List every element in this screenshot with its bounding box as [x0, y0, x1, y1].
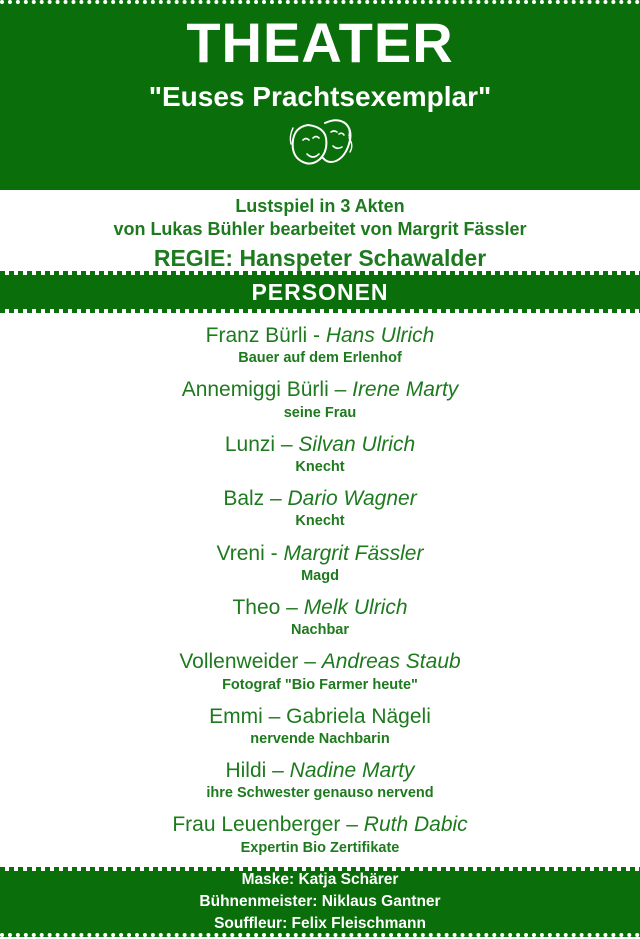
- role-name: Vreni -: [216, 541, 284, 565]
- person-entry: [0, 486, 640, 530]
- person-name-line: [0, 704, 640, 730]
- personen-heading-band: [0, 275, 640, 309]
- actor-name: Nadine Marty: [289, 759, 415, 782]
- actor-name: Andreas Staub: [321, 650, 461, 674]
- actor-name: Melk Ulrich: [303, 595, 408, 619]
- person-entry: [0, 323, 640, 367]
- personen-heading: PERSONEN: [251, 278, 389, 305]
- role-name: Frau Leuenberger –: [172, 813, 364, 837]
- crew-line: Maske: Katja Schärer: [241, 871, 399, 889]
- role-name: Vollenweider –: [179, 650, 322, 674]
- director-line: REGIE: Hanspeter Schawalder: [153, 244, 487, 271]
- person-description: Knecht: [295, 513, 345, 530]
- person-description: nervende Nachbarin: [250, 730, 390, 747]
- person-entry: [0, 377, 640, 421]
- person-entry: [0, 758, 640, 802]
- actor-name: Dario Wagner: [287, 487, 417, 511]
- person-name-line: [0, 432, 640, 458]
- person-name-line: [0, 377, 640, 403]
- role-name: Hildi –: [225, 759, 290, 782]
- play-info: [0, 190, 640, 271]
- person-description: Nachbar: [290, 622, 350, 639]
- crew-footer: [0, 871, 640, 937]
- actor-name: Irene Marty: [352, 378, 459, 402]
- person-entry: [0, 649, 640, 693]
- crew-line: Bühnenmeister: Niklaus Gantner: [199, 892, 441, 910]
- person-entry: [0, 432, 640, 476]
- actor-name: Ruth Dabic: [363, 813, 468, 837]
- crew-line: Souffleur: Felix Fleischmann: [214, 914, 426, 932]
- role-name: Franz Bürli -: [205, 324, 326, 347]
- role-name: Theo –: [232, 595, 304, 619]
- play-title: "Euses Prachtsexemplar": [148, 80, 492, 112]
- person-description: Bauer auf dem Erlenhof: [238, 350, 402, 367]
- theater-masks-icon: [0, 116, 640, 172]
- person-entry: [0, 541, 640, 585]
- person-name-line: [0, 649, 640, 675]
- person-description: Knecht: [295, 459, 345, 475]
- header: [0, 0, 640, 190]
- person-description: seine Frau: [283, 404, 357, 421]
- role-name: Balz –: [223, 487, 288, 511]
- actor-name: Gabriela Nägeli: [286, 704, 431, 728]
- person-name-line: [0, 486, 640, 512]
- genre-line: Lustspiel in 3 Akten: [235, 196, 405, 216]
- actor-name: Silvan Ulrich: [298, 432, 416, 456]
- person-description: Magd: [301, 567, 339, 584]
- person-description: Expertin Bio Zertifikate: [240, 839, 400, 856]
- role-name: Emmi –: [209, 704, 287, 728]
- person-name-line: [0, 323, 640, 349]
- person-name-line: [0, 541, 640, 567]
- person-name-line: [0, 758, 640, 784]
- person-name-line: [0, 812, 640, 838]
- page-bottom-edge: [0, 937, 640, 939]
- cast-list: [0, 313, 640, 867]
- actor-name: Hans Ulrich: [325, 324, 435, 347]
- person-description: Fotograf "Bio Farmer heute": [222, 676, 418, 693]
- page-title: THEATER: [186, 11, 454, 74]
- person-entry: [0, 595, 640, 639]
- person-entry: [0, 704, 640, 748]
- author-line: von Lukas Bühler bearbeitet von Margrit Fässler: [113, 219, 527, 240]
- person-description: ihre Schwester genauso nervend: [206, 785, 434, 802]
- person-name-line: [0, 595, 640, 621]
- role-name: Annemiggi Bürli –: [181, 378, 353, 402]
- actor-name: Margrit Fässler: [283, 541, 424, 565]
- role-name: Lunzi –: [224, 432, 299, 456]
- person-entry: [0, 812, 640, 856]
